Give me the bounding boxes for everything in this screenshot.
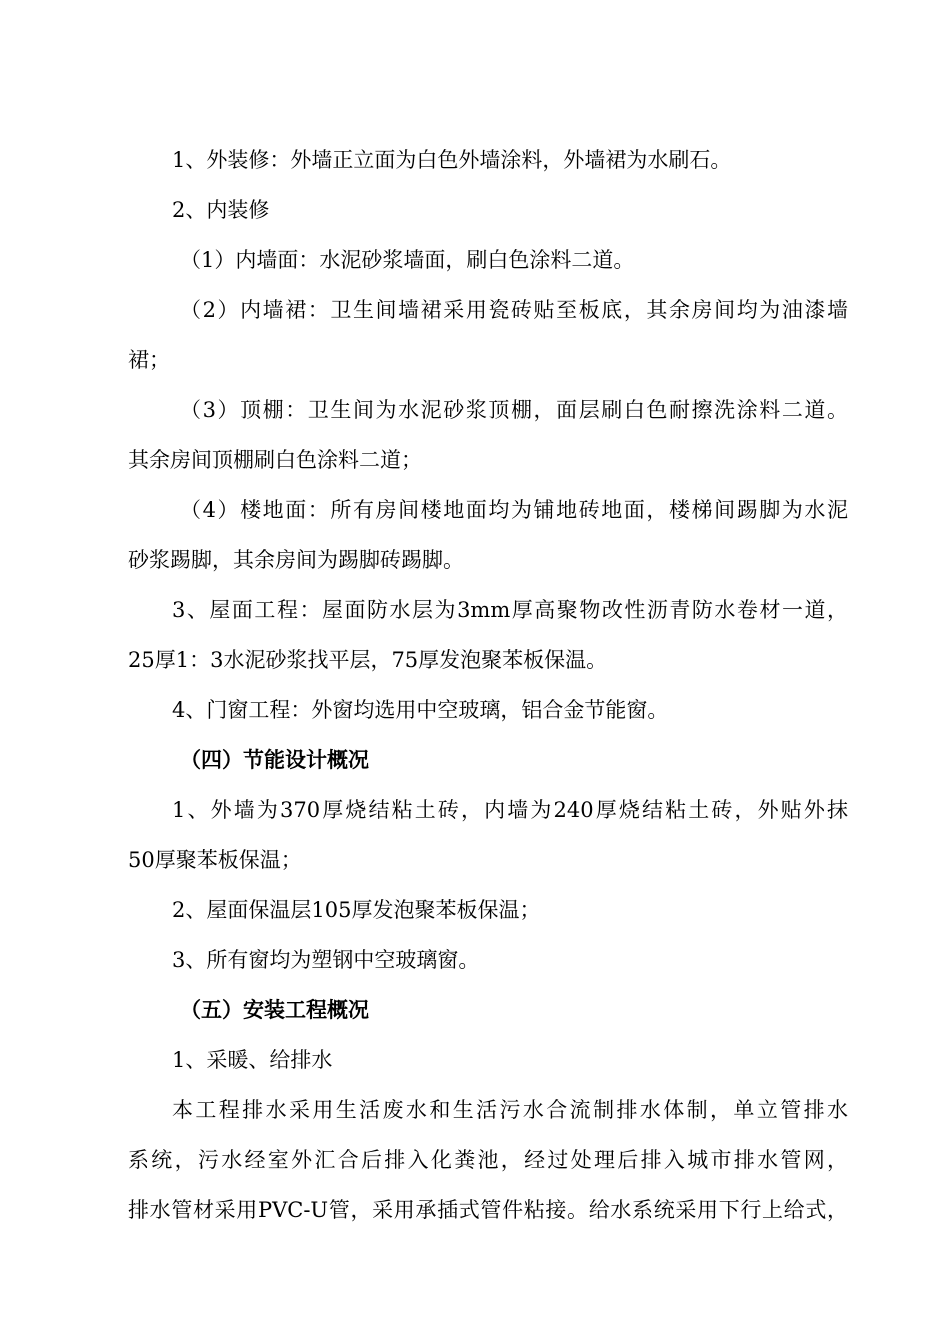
paragraph-wainscot-line2: 裙； — [128, 348, 170, 372]
paragraph-roof-line2: 25厚1：3水泥砂浆找平层，75厚发泡聚苯板保温。 — [128, 648, 608, 672]
section-heading-energy-design: （四）节能设计概况 — [180, 747, 369, 772]
paragraph-doors-windows: 4、门窗工程：外窗均选用中空玻璃，铝合金节能窗。 — [172, 698, 669, 722]
section-heading-installation: （五）安装工程概况 — [180, 997, 369, 1022]
paragraph-roof-line1: 3、屋面工程：屋面防水层为3mm厚高聚物改性沥青防水卷材一道， — [172, 598, 848, 622]
paragraph-drainage-line3: 排水管材采用PVC-U管，采用承插式管件粘接。给水系统采用下行上给式， — [128, 1198, 848, 1222]
paragraph-roof-insulation: 2、屋面保温层105厚发泡聚苯板保温； — [172, 898, 541, 922]
paragraph-wainscot-line1: （2）内墙裙：卫生间墙裙采用瓷砖贴至板底，其余房间均为油漆墙 — [180, 298, 848, 322]
paragraph-drainage-line2: 系统，污水经室外汇合后排入化粪池，经过处理后排入城市排水管网， — [128, 1148, 848, 1172]
paragraph-exterior-finish: 1、外装修：外墙正立面为白色外墙涂料，外墙裙为水刷石。 — [172, 148, 732, 172]
paragraph-floor-line1: （4）楼地面：所有房间楼地面均为铺地砖地面，楼梯间踢脚为水泥 — [180, 498, 848, 522]
paragraph-drainage-line1: 本工程排水采用生活废水和生活污水合流制排水体制，单立管排水 — [172, 1098, 848, 1122]
paragraph-energy-wall-line1: 1、外墙为370厚烧结粘土砖，内墙为240厚烧结粘土砖，外贴外抹 — [172, 798, 848, 822]
paragraph-interior-finish: 2、内装修 — [172, 198, 270, 222]
paragraph-interior-wall: （1）内墙面：水泥砂浆墙面，刷白色涂料二道。 — [180, 248, 635, 272]
paragraph-heating-plumbing: 1、采暖、给排水 — [172, 1048, 333, 1072]
paragraph-ceiling-line1: （3）顶棚：卫生间为水泥砂浆顶棚，面层刷白色耐擦洗涂料二道。 — [180, 398, 848, 422]
paragraph-windows: 3、所有窗均为塑钢中空玻璃窗。 — [172, 948, 480, 972]
paragraph-floor-line2: 砂浆踢脚，其余房间为踢脚砖踢脚。 — [128, 548, 464, 572]
paragraph-ceiling-line2: 其余房间顶棚刷白色涂料二道； — [128, 448, 422, 472]
paragraph-energy-wall-line2: 50厚聚苯板保温； — [128, 848, 302, 872]
